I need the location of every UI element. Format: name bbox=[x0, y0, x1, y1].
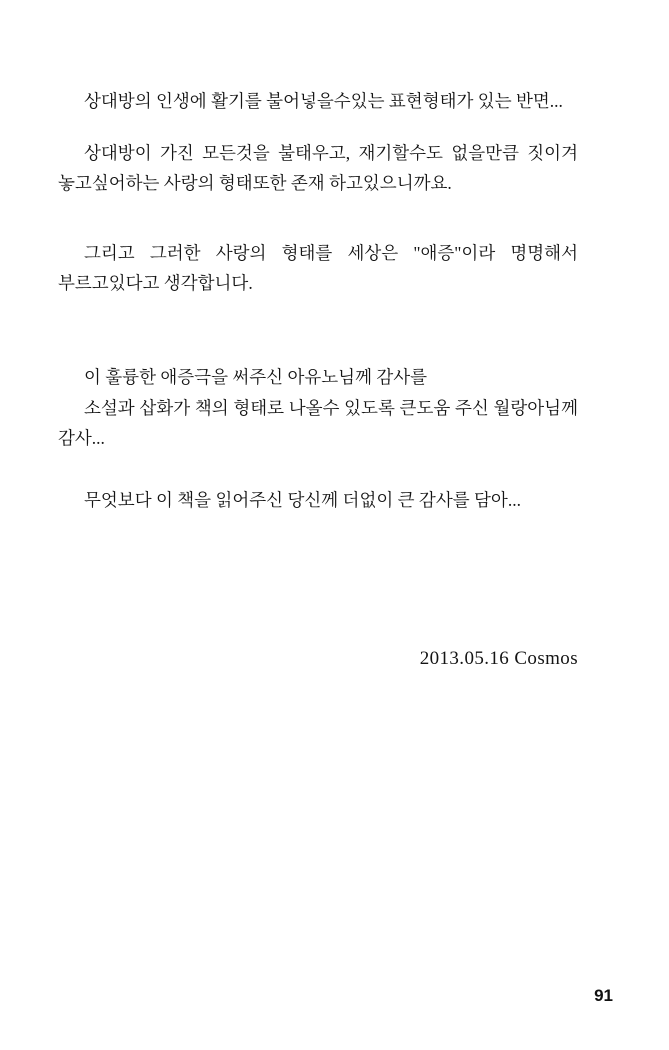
paragraph-2: 상대방이 가진 모든것을 불태우고, 재기할수도 없을만큼 짓이겨 놓고싶어하는 사랑의 형태또한 존재 하고있으니까요. bbox=[58, 143, 578, 194]
page-content bbox=[58, 86, 578, 515]
paragraph-1: 상대방의 인생에 활기를 불어넣을수있는 표현형태가 있는 반면... bbox=[84, 91, 563, 111]
paragraph-5: 소설과 삽화가 책의 형태로 나올수 있도록 큰도움 주신 월랑아님께 감사... bbox=[58, 397, 578, 448]
signature-line: 2013.05.16 Cosmos bbox=[419, 648, 578, 669]
page-number: 91 bbox=[594, 986, 613, 1005]
paragraph-spacer bbox=[58, 198, 578, 238]
paragraph-spacer bbox=[58, 453, 578, 485]
paragraph-6: 무엇보다 이 책을 읽어주신 당신께 더없이 큰 감사를 담아... bbox=[84, 489, 521, 510]
paragraph-3: 그리고 그러한 사랑의 형태를 세상은 "애증"이라 명명해서 부르고있다고 생각합니다. bbox=[58, 243, 578, 294]
paragraph-4: 이 훌륭한 애증극을 써주신 아유노님께 감사를 bbox=[84, 367, 428, 388]
paragraph-spacer bbox=[58, 298, 578, 362]
paragraph-spacer bbox=[58, 116, 578, 138]
